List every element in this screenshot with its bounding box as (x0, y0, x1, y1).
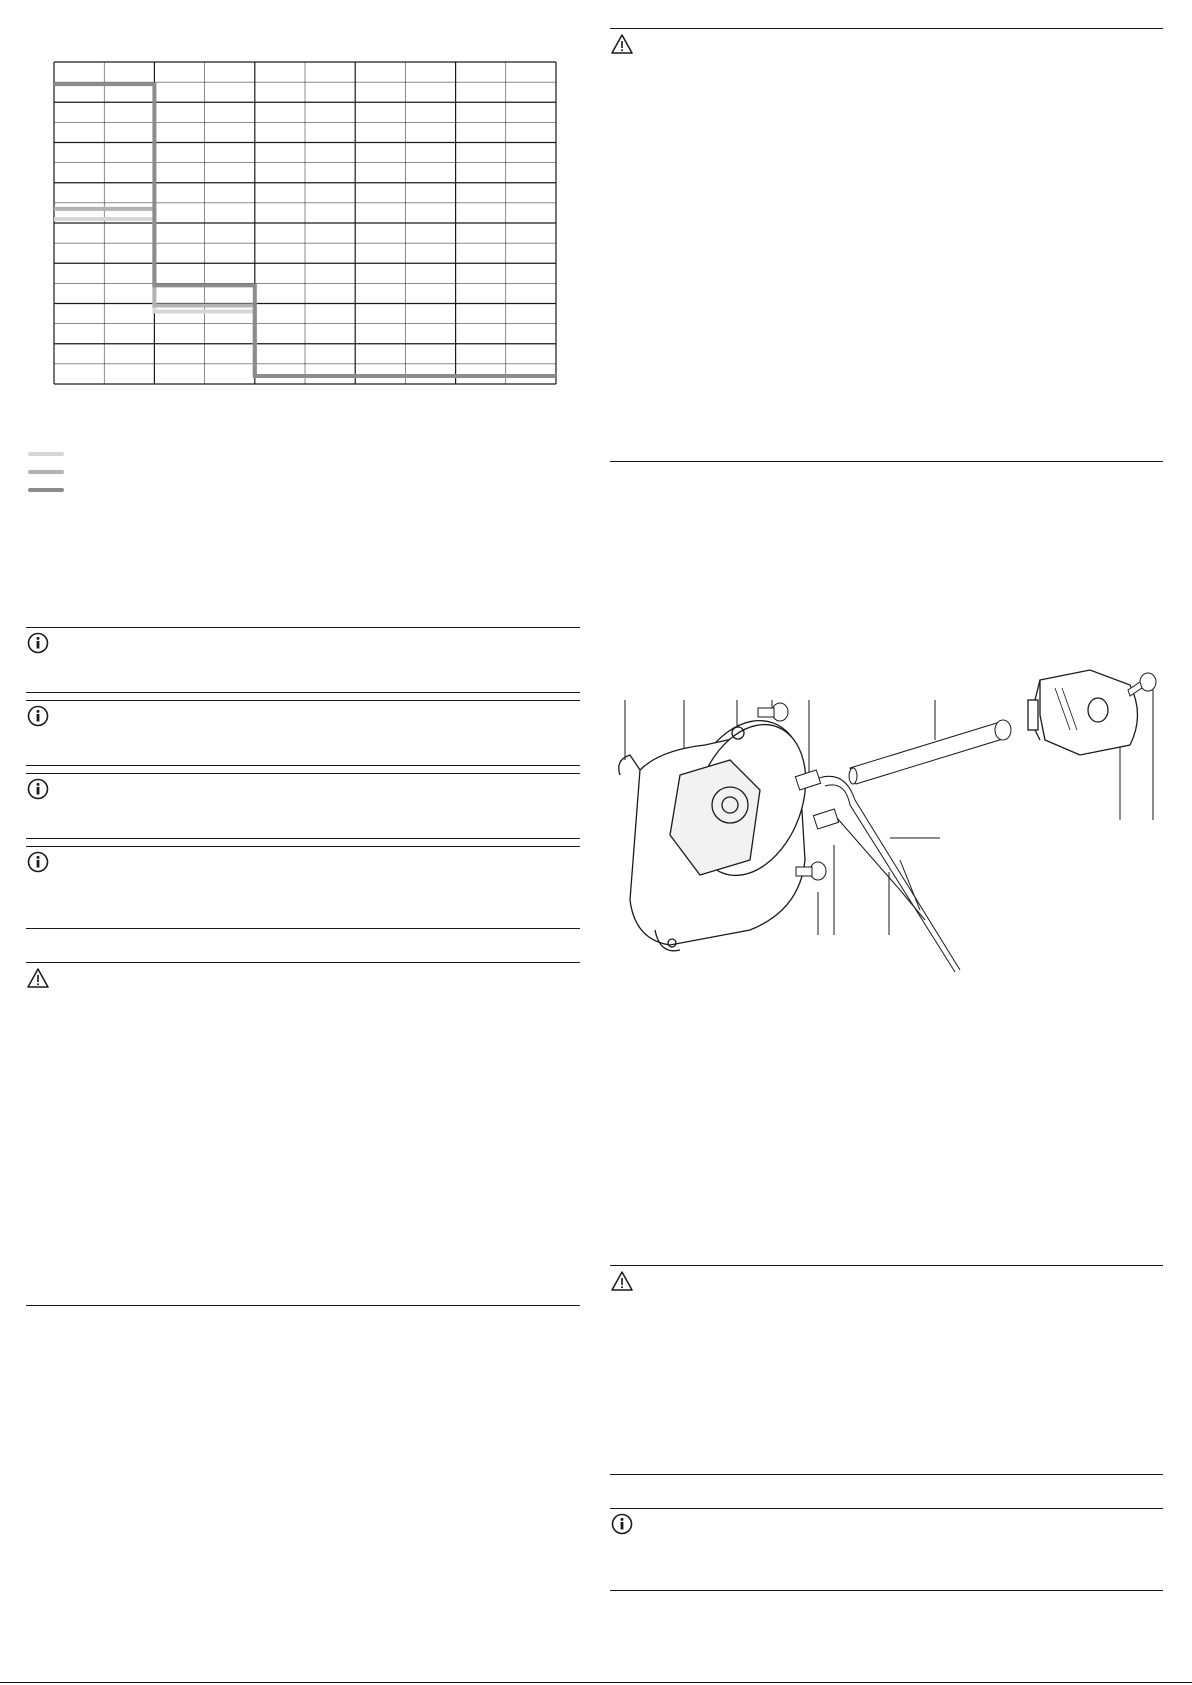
notice-divider (610, 28, 1163, 29)
notice-divider (26, 700, 580, 701)
notice-divider (26, 1305, 580, 1306)
exploded-view-figure (600, 660, 1180, 990)
footer-divider (0, 1682, 1192, 1683)
notice-divider (26, 627, 580, 628)
step-chart (50, 60, 560, 390)
notice-divider (26, 838, 580, 839)
screw-top (758, 703, 788, 721)
cover-screw (1128, 673, 1156, 696)
warning-icon (611, 1270, 633, 1292)
notice-divider (26, 846, 580, 847)
notice-divider (610, 1590, 1163, 1591)
chart-grid (54, 62, 556, 384)
notice-divider (26, 692, 580, 693)
info-icon (27, 705, 49, 727)
notice-divider (26, 765, 580, 766)
notice-divider (610, 1265, 1163, 1266)
notice-divider (26, 773, 580, 774)
warning-icon (27, 967, 49, 989)
encoder-housing (619, 704, 826, 951)
info-icon (27, 632, 49, 654)
info-icon (27, 851, 49, 873)
info-icon (611, 1513, 633, 1535)
info-icon (27, 778, 49, 800)
notice-divider (610, 1474, 1163, 1475)
notice-divider (26, 928, 580, 929)
notice-divider (26, 962, 580, 963)
notice-divider (610, 1508, 1163, 1509)
section-divider (610, 461, 1163, 462)
warning-icon (611, 33, 633, 55)
legend-swatch-medium (28, 470, 64, 474)
legend-swatch-dark (28, 488, 64, 492)
legend-swatch-light (28, 452, 64, 456)
encoder-cover (1028, 670, 1138, 755)
shaft (849, 720, 1011, 784)
